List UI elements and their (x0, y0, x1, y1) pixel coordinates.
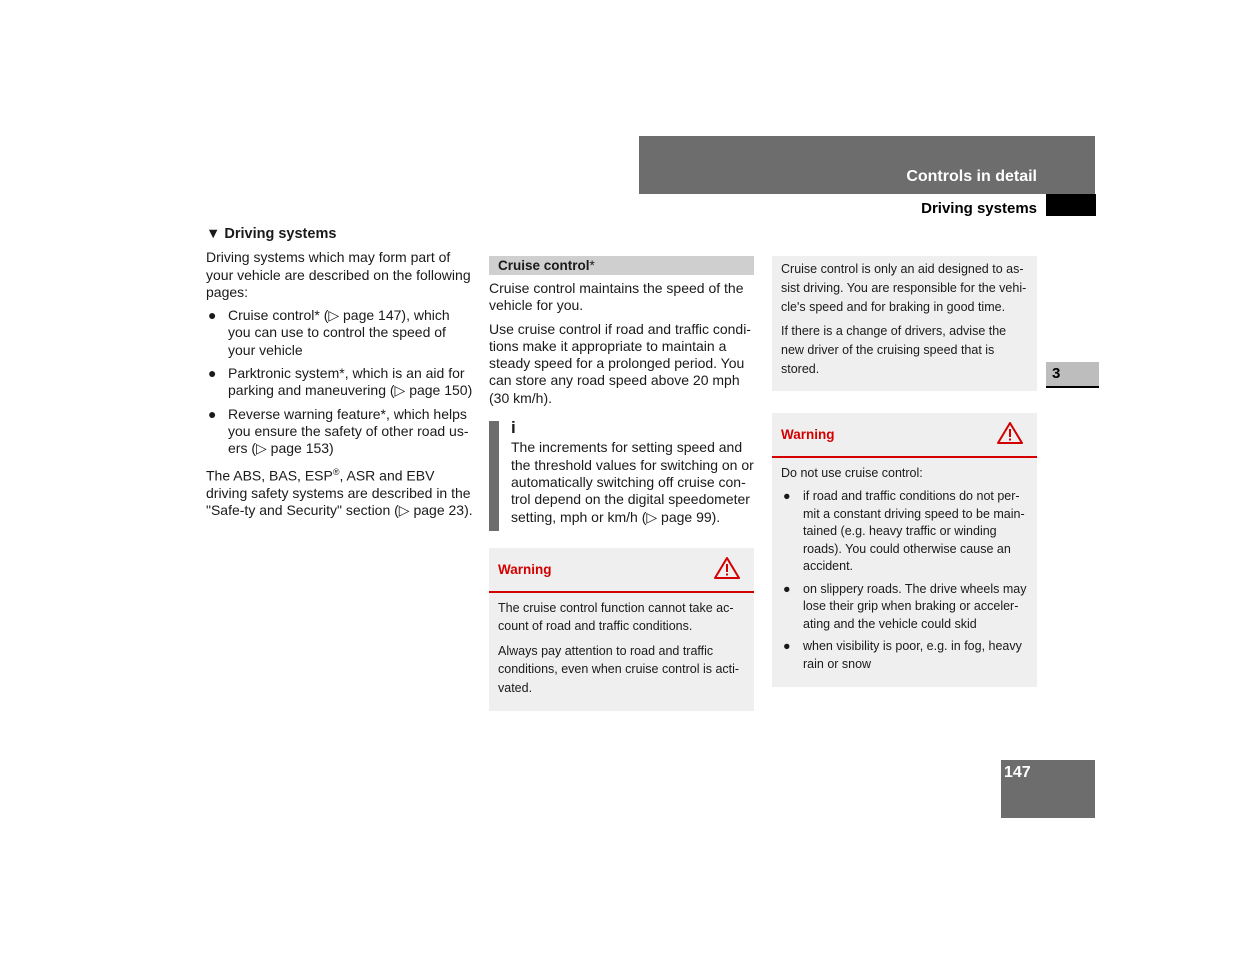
warning-box-2 (772, 413, 1037, 688)
bullet-icon: ● (208, 365, 217, 382)
warning-list (781, 488, 1028, 673)
section-title: Controls in detail (906, 168, 1037, 185)
warning-box (489, 548, 754, 712)
intro-paragraph: Driving systems which may form part of your vehicle are described on the following pages: (206, 249, 471, 300)
warning-body: The cruise control function cannot take ac-count of road and traffic conditions. Always pay attention to road and traffic conditions, even when cruise control is acti-vated. (498, 600, 740, 695)
list-item: ● Cruise control* (▷ page 147), which you can use to control the speed of your vehicle (208, 307, 450, 358)
chapter-number: 3 (1052, 365, 1061, 382)
warning-triangle-icon (997, 421, 1023, 445)
note-box: Cruise control is only an aid designed to as-sist driving. You are responsible for the vehi-cle's speed and for braking in good time. If there is a change of drivers, advise the new driver of the cruising speed that is stored. (772, 256, 1037, 391)
page-number: 147 (1004, 764, 1031, 781)
warning-header (772, 413, 1037, 458)
bullet-icon: ● (208, 405, 217, 422)
column-notes (772, 256, 1037, 687)
cruise-para-2: Use cruise control if road and traffic condi-tions make it appropriate to maintain a steady speed for a prolonged period. You can store any road speed above 20 mph (30 km/h). (489, 320, 751, 406)
list-item: ● Parktronic system*, which is an aid for parking and maneuvering (▷ page 150) (208, 365, 473, 399)
list-item: ● on slippery roads. The drive wheels may lose their grip when braking or acceler-ating and the vehicle could skid (783, 581, 1027, 631)
warning-label: Warning (781, 426, 835, 442)
header-marker (1046, 194, 1096, 216)
list-item: ● if road and traffic conditions do not per-mit a constant driving speed to be main-tained (e.g. heavy traffic or winding roads). You could otherwise cause an accident. (783, 489, 1025, 574)
warning-header (489, 548, 754, 593)
info-note (489, 419, 754, 526)
bullet-icon: ● (783, 489, 791, 504)
info-bar (489, 421, 499, 531)
info-text: The increments for setting speed and the threshold values for switching on or automatically switching off cruise con-trol depend on the digital speedometer setting, mph or km/h (▷ page 99). (511, 439, 754, 525)
list-item: ● when visibility is poor, e.g. in fog, heavy rain or snow (783, 639, 1022, 671)
cruise-para-1: Cruise control maintains the speed of the vehicle for you. (489, 280, 744, 314)
column-cruise-control (489, 256, 754, 711)
warning-label: Warning (498, 561, 552, 577)
list-item: ● Reverse warning feature*, which helps you ensure the safety of other road us-ers (▷ page 153) (208, 405, 469, 457)
triangle-down-icon: ▼ (206, 226, 221, 242)
heading-text: Driving systems (224, 226, 337, 242)
bullet-icon: ● (783, 581, 791, 596)
outro-paragraph: The ABS, BAS, ESP®, ASR and EBV driving safety systems are described in the "Safe-ty and Security" section (▷ page 23). (206, 466, 473, 518)
cruise-control-heading: Cruise control* (489, 256, 754, 275)
driving-systems-heading (206, 226, 474, 243)
info-icon: i (511, 418, 516, 438)
bullet-icon: ● (208, 307, 217, 324)
section-subtitle: Driving systems (921, 200, 1037, 217)
bullet-icon: ● (783, 639, 791, 654)
column-driving-systems (206, 226, 474, 525)
warning-body: Do not use cruise control: ● if road and traffic conditions do not per-mit a constant driving speed to be main-tained (e.g. heavy traffic or winding roads). You could otherwise cause an accident. ● on slippery roads. The drive wheels may lose their grip when braking or acceler-ating and the vehicle could skid ● when visibility is poor, e.g. in fog, heavy rain or snow (772, 458, 1037, 688)
systems-list (206, 307, 474, 457)
warning-triangle-icon (714, 556, 740, 580)
